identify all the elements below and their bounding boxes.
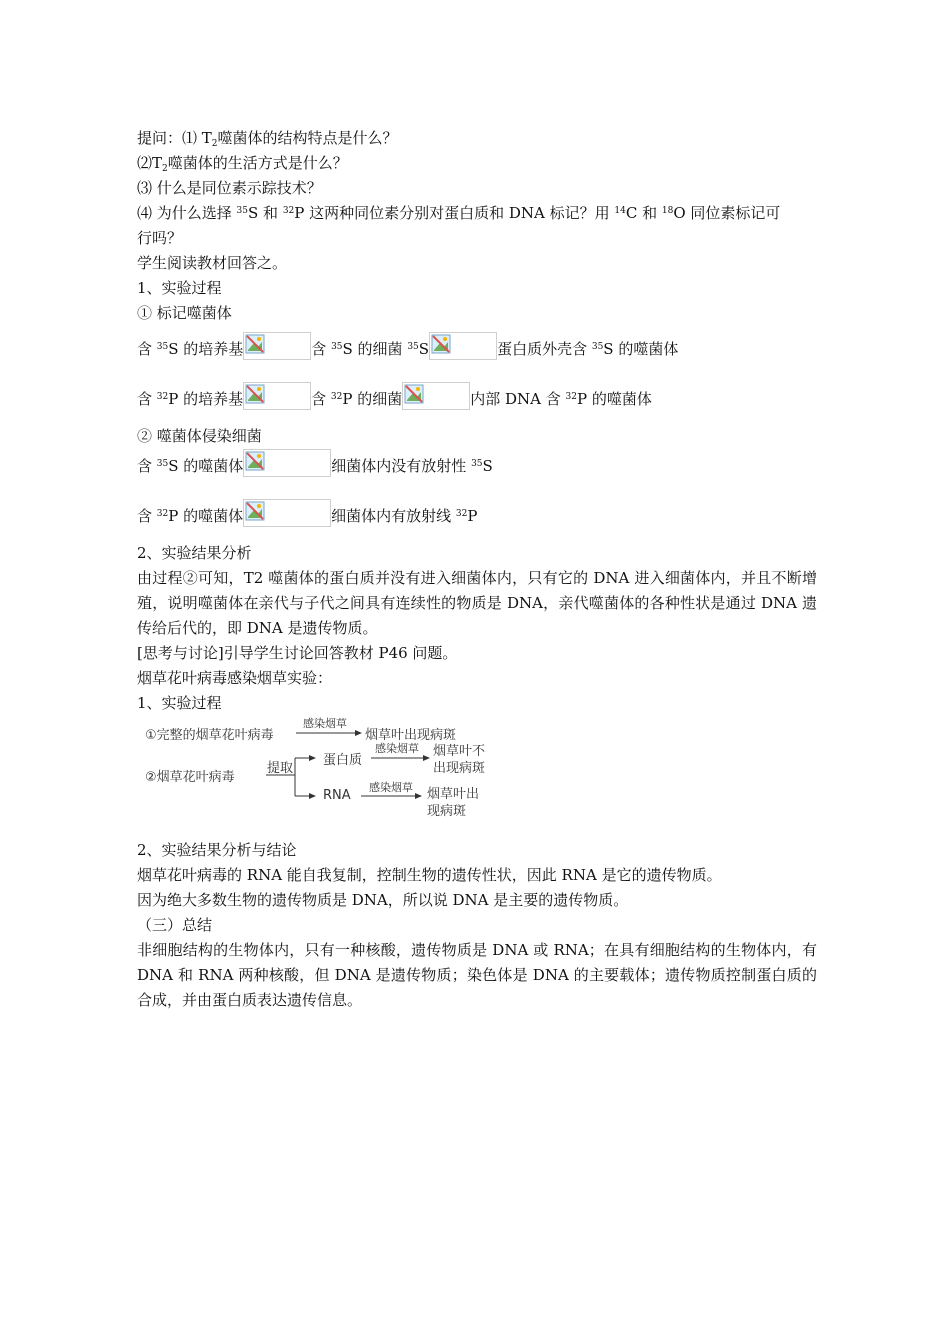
infection-row-s35: 含 $^{35}$S 的噬菌体 细菌体内没有放射性 $^{35}$S [137, 449, 817, 474]
diagram-protein-result-2: 出现病斑 [433, 761, 486, 776]
step-2-heading: ② 噬菌体侵染细菌 [137, 427, 262, 445]
question-1: 提问：⑴ $T_2$噬菌体的结构特点是什么？ [137, 129, 398, 149]
question-4-line-2: 行吗？ [137, 229, 183, 247]
question-3: ⑶ 什么是同位素示踪技术？ [137, 179, 322, 197]
diagram-complete-virus: ①完整的烟草花叶病毒 [145, 728, 274, 743]
question-2: $⑵T_2$噬菌体的生活方式是什么？ [137, 154, 348, 174]
diagram-rna-result-1: 烟草叶出 [427, 787, 480, 802]
summary-text: 非细胞结构的生物体内，只有一种核酸，遗传物质是 DNA 或 RNA；在具有细胞结构的生物体内，有 DNA 和 RNA 两种核酸，但 DNA 是遗传物质；染色体是 DNA 的主要载体；遗传物质控制蛋白质的合成，并由蛋白质表达遗传信息。 [137, 941, 817, 1009]
step-1-heading: ① 标记噬菌体 [137, 304, 232, 322]
tobacco-experiment-diagram [143, 718, 543, 818]
infection-row-p32: 含 $^{32}$P 的噬菌体 细菌体内有放射线 $^{32}$P [137, 499, 817, 524]
phage-process-heading: 1、实验过程 [137, 279, 222, 297]
answer-note: 学生阅读教材回答之。 [137, 254, 288, 272]
tobacco-conclusion-1: 烟草花叶病毒的 RNA 能自我复制，控制生物的遗传性状，因此 RNA 是它的遗传物质。 [137, 866, 722, 884]
summary-heading: （三）总结 [137, 916, 213, 934]
diagram-protein: 蛋白质 [323, 753, 363, 768]
diagram-protein-result-1: 烟草叶不 [433, 744, 486, 759]
diagram-arrow-label-protein: 感染烟草 [375, 742, 419, 755]
diagram-arrow-label-1: 感染烟草 [303, 717, 347, 730]
document-body [137, 126, 817, 1013]
diagram-arrow-label-rna: 感染烟草 [369, 781, 413, 794]
tobacco-conclusion-heading: 2、实验结果分析与结论 [137, 841, 297, 859]
labeling-row-s35: 含 $^{35}$S 的培养基 含 $^{35}$S 的细菌 $^{35}$S 蛋白质外壳含 $^{35}$S 的噬菌体 [137, 332, 817, 357]
broken-image-icon [243, 449, 331, 477]
broken-image-icon [429, 332, 497, 360]
phage-analysis-heading: 2、实验结果分析 [137, 544, 252, 562]
diagram-extract-label: 提取 [267, 761, 294, 776]
tobacco-process-heading: 1、实验过程 [137, 694, 222, 712]
broken-image-icon [243, 499, 331, 527]
tobacco-title: 烟草花叶病毒感染烟草实验： [137, 669, 333, 687]
discussion-note: [思考与讨论]引导学生讨论回答教材 P46 问题。 [137, 644, 458, 662]
labeling-row-p32: 含 $^{32}$P 的培养基 含 $^{32}$P 的细菌 内部 DNA 含 $^{32}$P 的噬菌体 [137, 382, 817, 407]
diagram-rna: RNA [323, 788, 351, 803]
diagram-rna-result-2: 现病斑 [427, 804, 467, 819]
tobacco-conclusion-2: 因为绝大多数生物的遗传物质是 DNA，所以说 DNA 是主要的遗传物质。 [137, 891, 629, 909]
question-4-line-1: ⑷ 为什么选择 $^{35}$S 和 $^{32}$P 这两种同位素分别对蛋白质和 DNA 标记？用 $^{14}$C 和 $^{18}$O 同位素标记可 [137, 204, 781, 222]
diagram-virus: ②烟草花叶病毒 [145, 770, 235, 785]
broken-image-icon [402, 382, 470, 410]
broken-image-icon [243, 332, 311, 360]
diagram-result-1: 烟草叶出现病斑 [365, 728, 457, 743]
phage-analysis-text: 由过程②可知，T2 噬菌体的蛋白质并没有进入细菌体内，只有它的 DNA 进入细菌体内，并且不断增殖，说明噬菌体在亲代与子代之间具有连续性的物质是 DNA，亲代噬菌体的各种性状是通过 DNA 遗传给后代的，即 DNA 是遗传物质。 [137, 569, 817, 637]
broken-image-icon [243, 382, 311, 410]
